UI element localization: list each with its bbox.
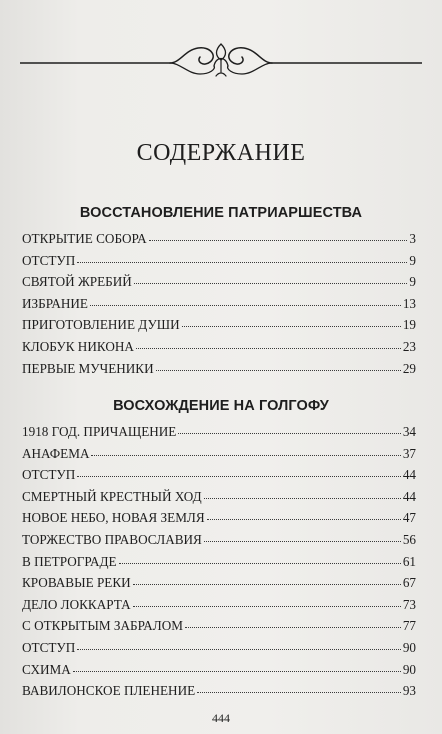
toc-entry-title: ТОРЖЕСТВО ПРАВОСЛАВИЯ [22, 531, 202, 547]
toc-entry-title: СХИМА [22, 661, 71, 677]
dot-leader [91, 454, 400, 456]
toc-entry [22, 640, 416, 662]
toc-entry [22, 446, 416, 468]
toc-entry-title: 1918 ГОД. ПРИЧАЩЕНИЕ [22, 424, 177, 439]
toc-entry [22, 597, 416, 619]
dot-leader [73, 670, 401, 672]
dot-leader [133, 583, 401, 585]
page-number: 444 [212, 711, 230, 725]
dot-leader [197, 691, 401, 693]
toc-entry [22, 467, 416, 489]
toc-entry-title: ВАВИЛОНСКОЕ ПЛЕНЕНИЕ [22, 683, 196, 699]
toc-entry-page: 90 [402, 639, 416, 655]
toc-entry-page: 34 [402, 424, 416, 439]
dot-leader [185, 626, 401, 628]
toc-entry-title: ПЕРВЫЕ МУЧЕНИКИ [22, 360, 154, 376]
toc-entry [22, 361, 416, 383]
dot-leader [207, 518, 401, 520]
toc-list-section-2 [22, 424, 416, 705]
toc-entry [22, 662, 416, 684]
toc-entry-title: С ОТКРЫТЫМ ЗАБРАЛОМ [22, 618, 183, 634]
dot-leader [119, 562, 401, 564]
dot-leader [134, 282, 408, 284]
toc-entry-page: 44 [402, 488, 416, 504]
dot-leader [182, 325, 401, 327]
toc-entry-page: 19 [402, 317, 416, 333]
toc-entry [22, 554, 416, 576]
toc-entry-title: СМЕРТНЫЙ КРЕСТНЫЙ ХОД [22, 488, 202, 504]
dot-leader [90, 304, 401, 306]
toc-entry [22, 489, 416, 511]
toc-entry-page: 23 [402, 338, 416, 354]
toc-entry-page: 61 [402, 553, 416, 569]
dot-leader [133, 605, 401, 607]
toc-entry-title: ПРИГОТОВЛЕНИЕ ДУШИ [22, 317, 180, 333]
toc-entry [22, 296, 416, 318]
toc-entry-page: 56 [402, 531, 416, 547]
toc-entry-page: 47 [402, 510, 416, 526]
section-heading-1: ВОССТАНОВЛЕНИЕ ПАТРИАРШЕСТВА [79, 205, 363, 221]
dot-leader [156, 369, 401, 371]
toc-entry-page: 9 [409, 252, 416, 268]
toc-entry-page: 13 [402, 295, 416, 311]
toc-entry-page: 90 [402, 661, 416, 677]
dot-leader [136, 347, 401, 349]
toc-entry [22, 317, 416, 339]
toc-entry-page: 9 [409, 274, 416, 290]
dot-leader [204, 540, 401, 542]
toc-entry-title: АНАФЕМА [22, 445, 90, 461]
dot-leader [77, 261, 407, 263]
toc-entry-title: ОТСТУП [22, 639, 76, 655]
toc-entry-page: 73 [402, 596, 416, 612]
dot-leader [77, 475, 401, 477]
toc-entry [22, 274, 416, 296]
toc-entry [22, 253, 416, 275]
toc-entry-title: ИЗБРАНИЕ [22, 295, 88, 311]
flourish-ornament-icon [20, 38, 422, 84]
toc-entry-page: 93 [402, 683, 416, 699]
toc-entry-title: СВЯТОЙ ЖРЕБИЙ [22, 274, 132, 290]
toc-entry-page: 77 [402, 618, 416, 634]
dot-leader [178, 432, 400, 434]
page-title: СОДЕРЖАНИЕ [136, 140, 306, 166]
toc-entry-page: 37 [402, 445, 416, 461]
toc-entry-title: НОВОЕ НЕБО, НОВАЯ ЗЕМЛЯ [22, 510, 205, 526]
toc-entry [22, 510, 416, 532]
toc-entry [22, 424, 416, 446]
toc-entry-title: КРОВАВЫЕ РЕКИ [22, 575, 131, 591]
dot-leader [149, 239, 408, 241]
toc-entry [22, 683, 416, 705]
toc-list-section-1 [22, 231, 416, 382]
dot-leader [77, 648, 401, 650]
toc-entry-title: ОТСТУП [22, 252, 76, 268]
toc-entry-title: ДЕЛО ЛОККАРТА [22, 596, 131, 612]
toc-entry-title: КЛОБУК НИКОНА [22, 338, 134, 354]
toc-entry [22, 231, 416, 253]
toc-entry [22, 618, 416, 640]
dot-leader [204, 497, 401, 499]
toc-entry-title: В ПЕТРОГРАДЕ [22, 553, 117, 569]
toc-entry-page: 29 [402, 360, 416, 376]
toc-entry-title: ОТСТУП [22, 467, 76, 483]
toc-entry [22, 339, 416, 361]
toc-entry [22, 532, 416, 554]
toc-entry-title: ОТКРЫТИЕ СОБОРА [22, 231, 147, 246]
toc-entry-page: 3 [409, 231, 416, 246]
section-heading-2: ВОСХОЖДЕНИЕ НА ГОЛГОФУ [113, 398, 329, 414]
toc-entry-page: 67 [402, 575, 416, 591]
toc-entry [22, 575, 416, 597]
toc-entry-page: 44 [402, 467, 416, 483]
